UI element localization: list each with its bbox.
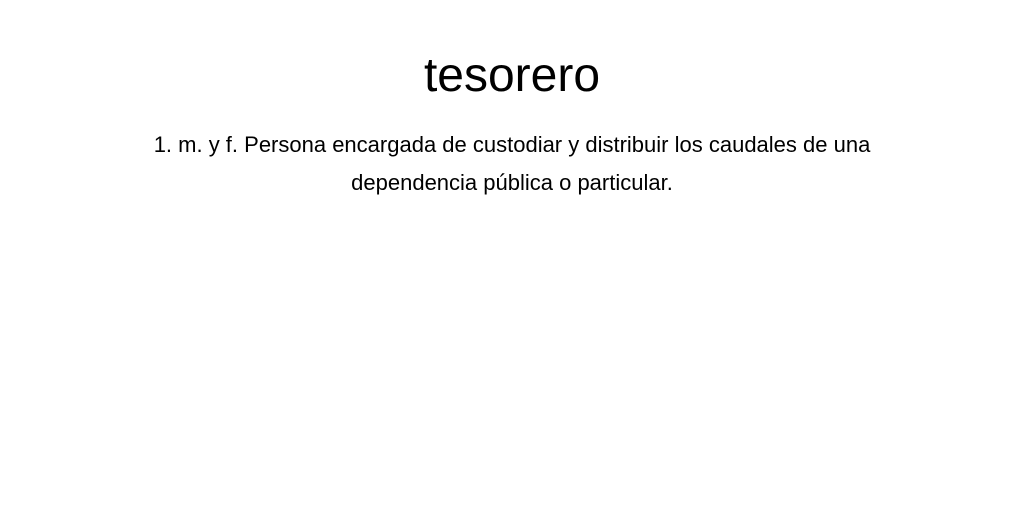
definition-text: 1. m. y f. Persona encargada de custodiar y distribuir los caudales de una dependencia pública o particular.	[153, 132, 871, 195]
headword-title: tesorero	[423, 49, 601, 102]
dictionary-entry	[0, 0, 1024, 202]
